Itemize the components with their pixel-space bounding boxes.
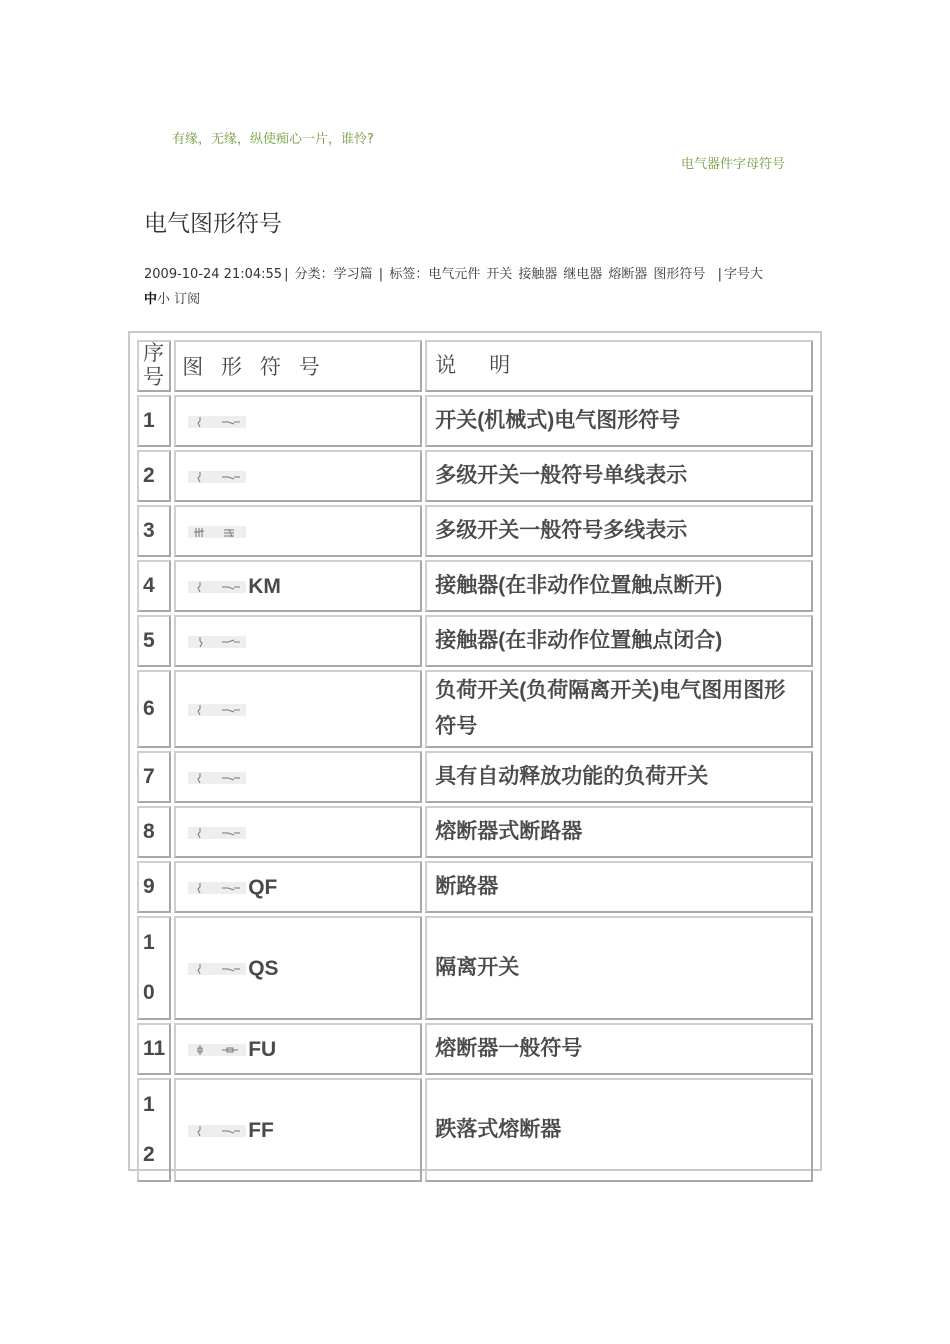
row-number: 7 (137, 751, 171, 803)
row-description: 开关(机械式)电气图形符号 (425, 395, 813, 447)
table-row (137, 670, 813, 748)
row-description: 多级开关一般符号多线表示 (425, 505, 813, 557)
row-number: 8 (137, 806, 171, 858)
row-description: 断路器 (425, 861, 813, 913)
circuit-breaker-icon (182, 875, 246, 898)
tag-list (428, 267, 711, 282)
row-symbol (174, 806, 422, 858)
row-number: 12 (137, 1078, 171, 1182)
category-link[interactable]: 学习篇 (333, 267, 373, 282)
row-number: 3 (137, 505, 171, 557)
table-row (137, 395, 813, 447)
tag-link[interactable]: 熔断器 (608, 267, 648, 282)
font-size-label: 字号 (723, 267, 750, 282)
symbol-table (134, 337, 816, 1185)
symbol-code: FU (248, 1037, 277, 1061)
row-description: 跌落式熔断器 (425, 1078, 813, 1182)
contactor-closed-icon (182, 629, 246, 652)
tag-link[interactable]: 继电器 (563, 267, 603, 282)
row-symbol (174, 1078, 422, 1182)
isolator-icon (182, 956, 246, 979)
header-symbol: 图 形 符 号 (174, 340, 422, 392)
category-label: 分类： (294, 267, 334, 282)
table-row (137, 1078, 813, 1182)
symbol-code: KM (248, 574, 281, 598)
row-description: 隔离开关 (425, 916, 813, 1020)
contactor-open-icon (182, 574, 246, 597)
post-meta: 2009-10-24 21:04:55 | 分类：学习篇 | 标签：电气元件 开关 接触器 继电器 熔断器 图形符号 | 字号大 中小 订阅 (144, 267, 763, 307)
auto-release-load-switch-icon (182, 765, 246, 788)
table-row (137, 916, 813, 1020)
row-number: 9 (137, 861, 171, 913)
row-number: 1 (137, 395, 171, 447)
row-description: 负荷开关(负荷隔离开关)电气图用图形符号 (425, 670, 813, 748)
row-symbol (174, 450, 422, 502)
row-symbol (174, 560, 422, 612)
row-number: 5 (137, 615, 171, 667)
table-row (137, 806, 813, 858)
table-row (137, 861, 813, 913)
font-size-small[interactable]: 小 (157, 292, 171, 307)
post-datetime: 2009-10-24 21:04:55 (144, 267, 283, 282)
tag-link[interactable]: 电气元件 (428, 267, 481, 282)
row-symbol (174, 505, 422, 557)
multi-switch-single-line-icon (182, 464, 246, 487)
symbol-code: FF (248, 1118, 274, 1142)
post-title: 电气图形符号 (144, 211, 282, 237)
prev-post-link[interactable]: 有缘，无缘，纵使痴心一片，谁怜? (172, 132, 374, 147)
tags-label: 标签： (389, 267, 429, 282)
row-description: 具有自动释放功能的负荷开关 (425, 751, 813, 803)
fuse-icon (182, 1037, 246, 1060)
row-number: 6 (137, 670, 171, 748)
row-symbol (174, 861, 422, 913)
row-symbol (174, 395, 422, 447)
table-row (137, 1023, 813, 1075)
switch-mechanical-icon (182, 409, 246, 432)
row-description: 多级开关一般符号单线表示 (425, 450, 813, 502)
row-description: 熔断器一般符号 (425, 1023, 813, 1075)
header-description: 说 明 (425, 340, 813, 392)
font-size-medium[interactable]: 中 (144, 292, 158, 307)
tag-link[interactable]: 接触器 (518, 267, 558, 282)
table-header-row (137, 340, 813, 392)
row-number: 11 (137, 1023, 171, 1075)
multi-switch-multi-line-icon (182, 519, 246, 542)
row-symbol (174, 751, 422, 803)
row-symbol (174, 670, 422, 748)
row-description: 接触器(在非动作位置触点断开) (425, 560, 813, 612)
table-row (137, 751, 813, 803)
tag-link[interactable]: 开关 (486, 267, 513, 282)
font-size-large[interactable]: 大 (749, 267, 763, 282)
symbol-table-frame (128, 331, 822, 1171)
symbol-code: QF (248, 875, 278, 899)
tag-link[interactable]: 图形符号 (653, 267, 706, 282)
table-row (137, 505, 813, 557)
row-description: 熔断器式断路器 (425, 806, 813, 858)
header-number: 序号 (137, 340, 171, 392)
subscribe-link[interactable]: 订阅 (174, 292, 201, 307)
drop-out-fuse-icon (182, 1118, 246, 1141)
next-post-link[interactable]: 电气器件字母符号 (681, 157, 786, 172)
fuse-breaker-icon (182, 820, 246, 843)
row-description: 接触器(在非动作位置触点闭合) (425, 615, 813, 667)
row-symbol (174, 1023, 422, 1075)
row-symbol (174, 615, 422, 667)
table-row (137, 615, 813, 667)
row-number: 4 (137, 560, 171, 612)
symbol-code: QS (248, 956, 279, 980)
row-number: 2 (137, 450, 171, 502)
row-symbol (174, 916, 422, 1020)
row-number: 10 (137, 916, 171, 1020)
load-switch-icon (182, 697, 246, 720)
table-row (137, 450, 813, 502)
table-row (137, 560, 813, 612)
